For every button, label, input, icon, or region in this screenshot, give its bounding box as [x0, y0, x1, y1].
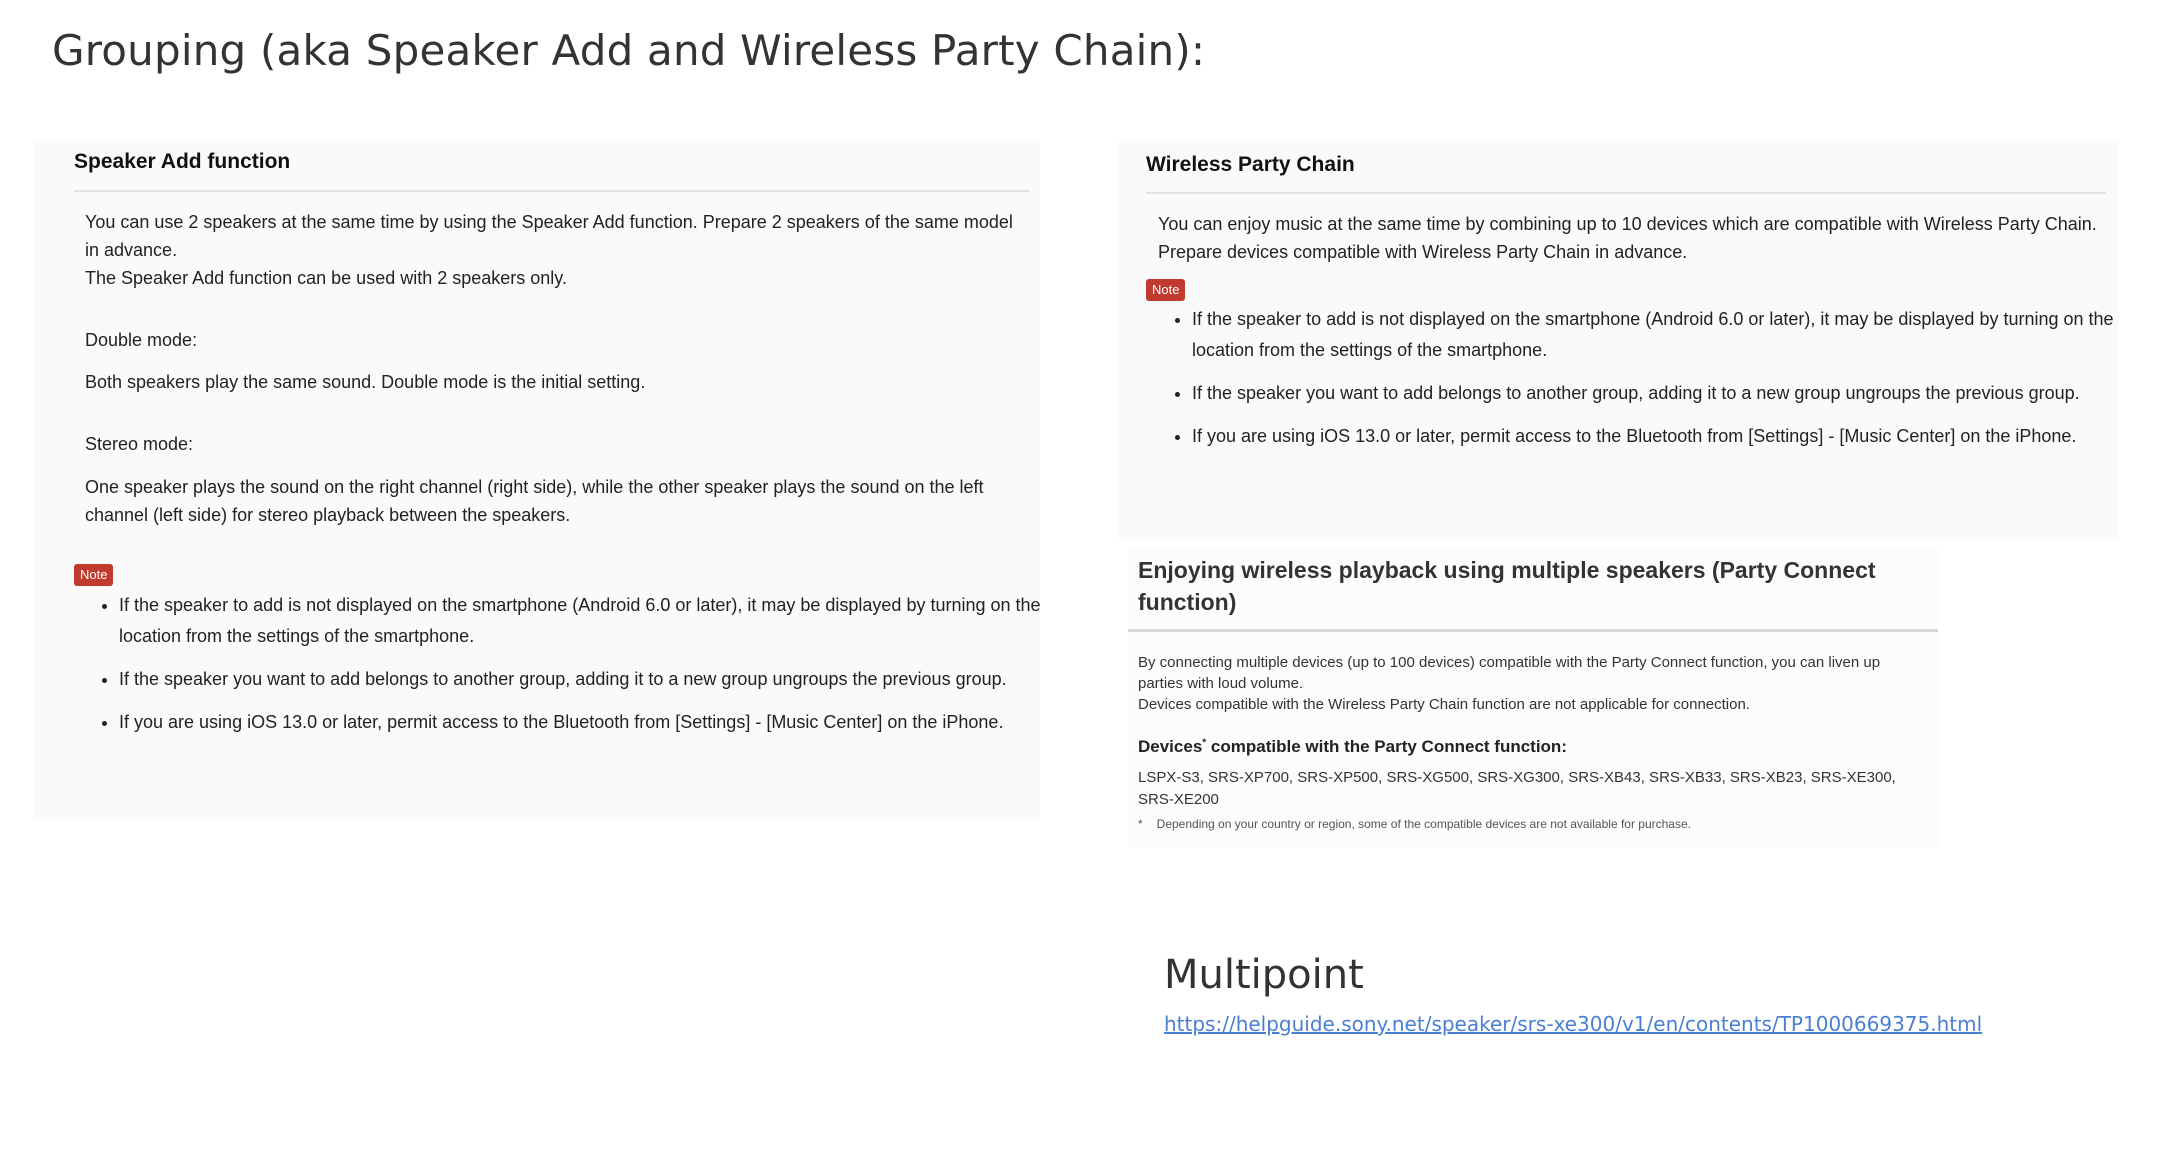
party-chain-heading: Wireless Party Chain	[1146, 153, 1355, 176]
double-mode-text: Both speakers play the same sound. Double mode is the initial setting.	[85, 372, 646, 392]
party-connect-heading: Enjoying wireless playback using multiple speakers (Party Connect function)	[1138, 557, 1876, 615]
double-mode-label: Double mode:	[85, 330, 198, 350]
compatible-devices-heading	[1138, 737, 1567, 757]
list-item: • If the speaker to add is not displayed on the smartphone (Android 6.0 or later), it may be displayed by turning on the location from the settings of the smartphone.	[119, 590, 1069, 652]
speaker-add-heading: Speaker Add function	[74, 150, 291, 173]
stereo-mode-text: One speaker plays the sound on the right channel (right side), while the other speaker plays the sound on the left channel (left side) for stereo playback between the speakers.	[85, 477, 984, 525]
list-item: • If you are using iOS 13.0 or later, permit access to the Bluetooth from [Settings] - [Music Center] on the iPhone.	[119, 707, 1069, 738]
heading-divider	[74, 190, 1029, 192]
party-chain-intro: You can enjoy music at the same time by combining up to 10 devices which are compatible with Wireless Party Chain. Prepare devices compatible with Wireless Party Chain in advance.	[1158, 214, 2097, 262]
heading-divider	[1146, 192, 2106, 194]
party-connect-intro-line2: Devices compatible with the Wireless Party Chain function are not applicable for connection.	[1138, 696, 1750, 713]
compatible-devices-list: LSPX-S3, SRS-XP700, SRS-XP500, SRS-XG500, SRS-XG300, SRS-XB43, SRS-XB33, SRS-XB23, SRS-XE300, SRS-XE200	[1138, 769, 1896, 808]
note-badge: Note	[74, 564, 113, 586]
party-connect-intro	[1138, 652, 1928, 715]
party-connect-intro-line1: By connecting multiple devices (up to 100 devices) compatible with the Party Connect function, you can liven up parties with loud volume.	[1138, 654, 1881, 692]
party-chain-card	[1118, 140, 2118, 540]
slide-title: Grouping (aka Speaker Add and Wireless Party Chain):	[52, 26, 1206, 75]
footnote-text: Depending on your country or region, some of the compatible devices are not available for purchase.	[1156, 817, 1691, 831]
list-item: • If the speaker you want to add belongs to another group, adding it to a new group ungroups the previous group.	[1192, 378, 2142, 409]
speaker-add-notes-list	[85, 590, 1069, 750]
availability-footnote	[1138, 817, 1691, 831]
heading-divider	[1128, 629, 1938, 632]
party-chain-notes-list	[1158, 304, 2142, 464]
stereo-mode-label: Stereo mode:	[85, 434, 194, 454]
footnote-mark: *	[1138, 817, 1143, 831]
speaker-add-intro-line1: You can use 2 speakers at the same time by using the Speaker Add function. Prepare 2 speakers of the same model in advance.	[85, 212, 1013, 260]
list-item: • If you are using iOS 13.0 or later, permit access to the Bluetooth from [Settings] - [Music Center] on the iPhone.	[1192, 421, 2142, 452]
speaker-add-card	[34, 140, 1040, 820]
note-badge: Note	[1146, 279, 1185, 301]
devices-heading-mark: *	[1202, 737, 1207, 749]
party-connect-card	[1128, 548, 1938, 848]
list-item: • If the speaker to add is not displayed on the smartphone (Android 6.0 or later), it may be displayed by turning on the location from the settings of the smartphone.	[1192, 304, 2142, 366]
multipoint-title: Multipoint	[1164, 952, 1364, 998]
list-item: • If the speaker you want to add belongs to another group, adding it to a new group ungroups the previous group.	[119, 664, 1069, 695]
speaker-add-intro	[85, 208, 1025, 292]
multipoint-helpguide-link[interactable]: https://helpguide.sony.net/speaker/srs-xe300/v1/en/contents/TP1000669375.html	[1164, 1012, 1983, 1036]
speaker-add-intro-line2: The Speaker Add function can be used with 2 speakers only.	[85, 268, 567, 288]
devices-heading-pre: Devices	[1138, 737, 1203, 756]
devices-heading-post: compatible with the Party Connect function:	[1206, 737, 1567, 756]
